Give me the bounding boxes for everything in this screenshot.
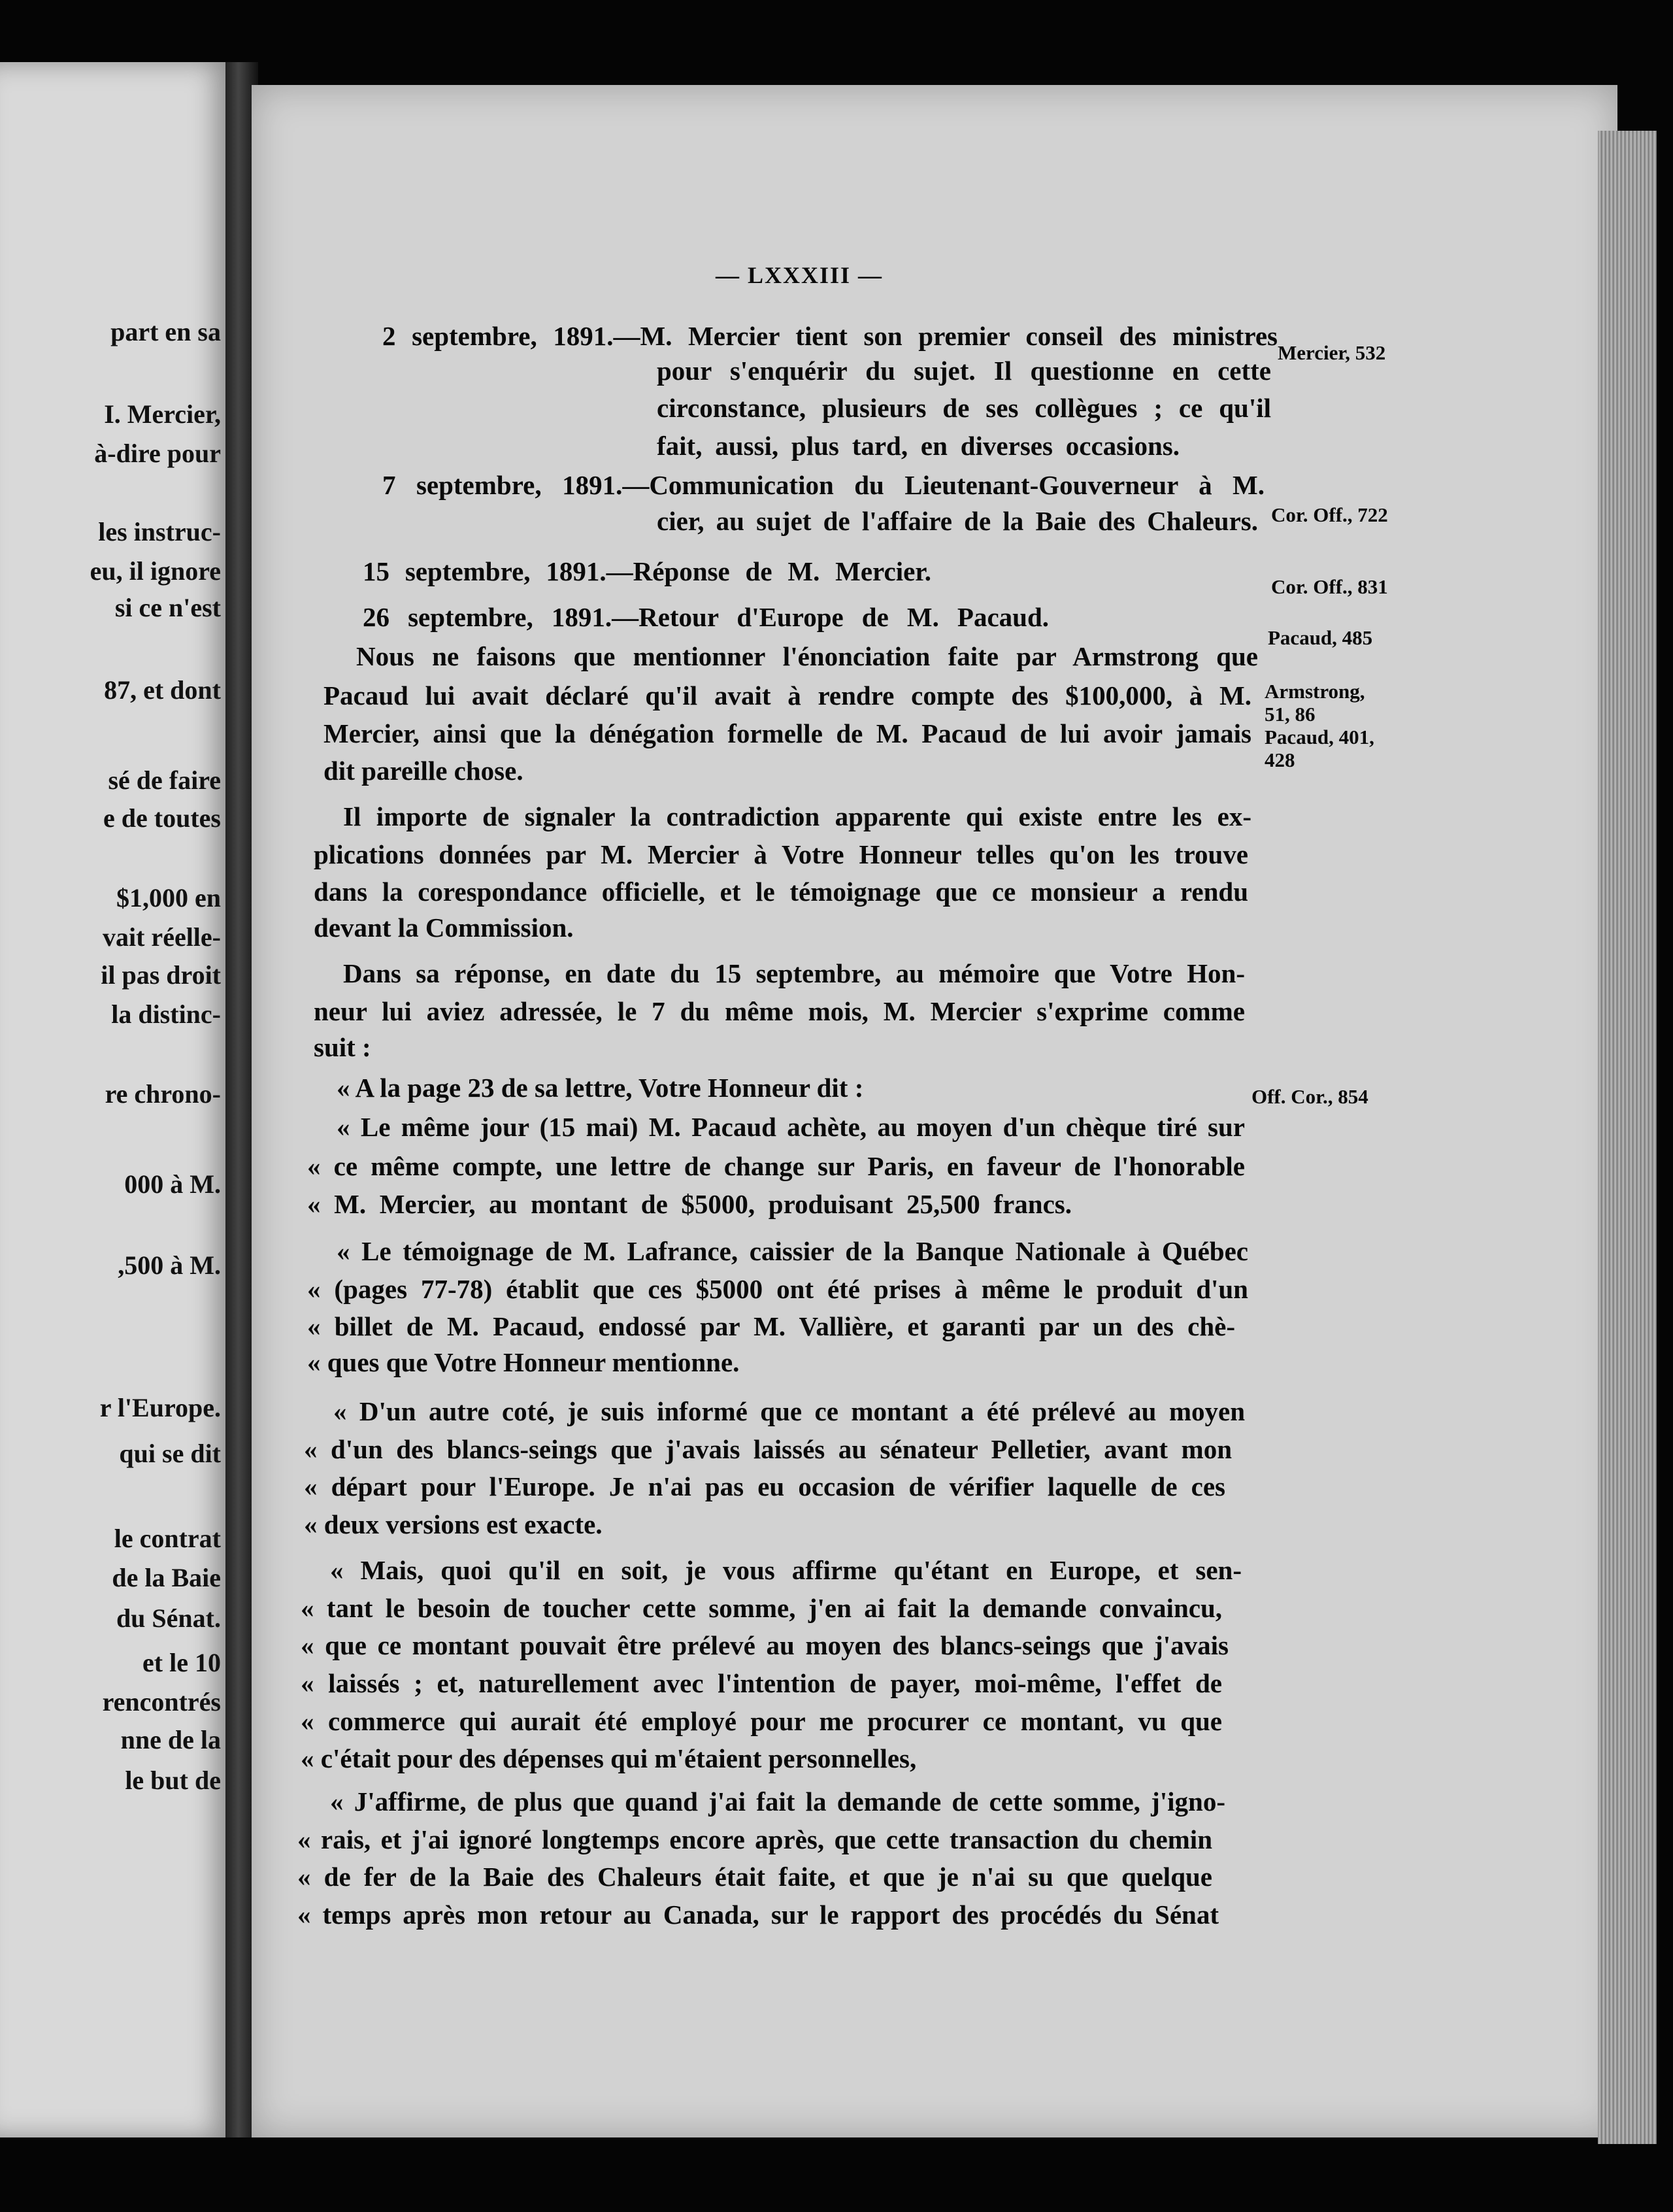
text-line: Il importe de signaler la contradiction apparente qui existe entre les ex- <box>343 801 1251 831</box>
text-line: neur lui aviez adressée, le 7 du même mois, M. Mercier s'exprime comme <box>314 996 1245 1026</box>
left-facing-page <box>0 62 235 2137</box>
left-page-fragment: du Sénat. <box>116 1603 221 1633</box>
left-page-fragment: il pas droit <box>101 960 221 990</box>
text-line: 2 septembre, 1891.—M. Mercier tient son premier conseil des ministres <box>382 321 1278 351</box>
margin-reference: Off. Cor., 854 <box>1251 1085 1368 1108</box>
left-page-fragment: re chrono- <box>105 1079 221 1109</box>
left-page-fragment: qui se dit <box>119 1439 221 1468</box>
left-page-fragment: et le 10 <box>142 1648 221 1677</box>
left-page-fragment: ,500 à M. <box>118 1250 221 1280</box>
left-page-fragment: les instruc- <box>98 517 221 546</box>
text-line: « d'un des blancs-seings que j'avais laissés au sénateur Pelletier, avant mon <box>304 1434 1232 1464</box>
text-line: « D'un autre coté, je suis informé que ce montant a été prélevé au moyen <box>333 1396 1245 1426</box>
text-line: « billet de M. Pacaud, endossé par M. Vallière, et garanti par un des chè- <box>307 1311 1235 1341</box>
left-page-fragment: r l'Europe. <box>99 1393 221 1422</box>
left-page-fragment: la distinc- <box>111 999 221 1029</box>
margin-reference: Cor. Off., 722 <box>1271 503 1388 526</box>
left-page-fragment: rencontrés <box>102 1687 221 1717</box>
text-line: « Le témoignage de M. Lafrance, caissier de la Banque Nationale à Québec <box>337 1236 1248 1266</box>
text-line: « J'affirme, de plus que quand j'ai fait la demande de cette somme, j'igno- <box>330 1786 1225 1817</box>
left-page-fragment: vait réelle- <box>103 922 221 952</box>
left-page-fragment: part en sa <box>110 317 221 346</box>
text-line: « deux versions est exacte. <box>304 1509 603 1539</box>
text-line: 26 septembre, 1891.—Retour d'Europe de M. Pacaud. <box>363 602 1049 632</box>
left-page-fragment: 87, et dont <box>104 675 221 705</box>
text-line: « ques que Votre Honneur mentionne. <box>307 1347 740 1377</box>
text-line: dans la corespondance officielle, et le témoignage que ce monsieur a rendu <box>314 877 1248 907</box>
text-line: Mercier, ainsi que la dénégation formelle de M. Pacaud de lui avoir jamais <box>323 718 1251 748</box>
text-line: « commerce qui aurait été employé pour me procurer ce montant, vu que <box>301 1706 1222 1736</box>
left-page-fragment: le but de <box>125 1766 221 1795</box>
text-line: « départ pour l'Europe. Je n'ai pas eu occasion de vérifier laquelle de ces <box>304 1471 1225 1501</box>
text-line: « ce même compte, une lettre de change sur Paris, en faveur de l'honorable <box>307 1151 1245 1181</box>
left-page-fragment: e de toutes <box>103 803 221 833</box>
margin-reference: Pacaud, 401, <box>1265 726 1374 748</box>
text-line: « (pages 77-78) établit que ces $5000 ont été prises à même le produit d'un <box>307 1274 1248 1304</box>
text-line: « tant le besoin de toucher cette somme, j'en ai fait la demande convaincu, <box>301 1593 1222 1623</box>
margin-reference: Cor. Off., 831 <box>1271 575 1388 598</box>
margin-reference: Armstrong, <box>1265 680 1365 703</box>
text-line: « A la page 23 de sa lettre, Votre Honneur dit : <box>337 1073 864 1103</box>
margin-reference: Mercier, 532 <box>1278 341 1386 364</box>
left-page-fragment: nne de la <box>120 1725 221 1754</box>
text-line: « c'était pour des dépenses qui m'étaient personnelles, <box>301 1743 917 1773</box>
text-line: 7 septembre, 1891.—Communication du Lieutenant-Gouverneur à M. <box>382 470 1265 500</box>
text-line: « de fer de la Baie des Chaleurs était faite, et que je n'ai su que quelque <box>297 1862 1212 1892</box>
text-line: circonstance, plusieurs de ses collègues ; ce qu'il <box>657 393 1271 423</box>
left-page-fragment: à-dire pour <box>94 439 221 468</box>
text-line: 15 septembre, 1891.—Réponse de M. Mercier. <box>363 556 931 586</box>
text-line: Nous ne faisons que mentionner l'énonciation faite par Armstrong que <box>356 641 1258 671</box>
page-number: — LXXXIII — <box>716 262 884 288</box>
margin-reference: 51, 86 <box>1265 703 1316 726</box>
left-page-fragment: de la Baie <box>112 1563 221 1592</box>
margin-reference: 428 <box>1265 748 1295 771</box>
text-line: Dans sa réponse, en date du 15 septembre, au mémoire que Votre Hon- <box>343 958 1245 988</box>
left-page-fragment: le contrat <box>114 1524 221 1553</box>
text-line: « temps après mon retour au Canada, sur le rapport des procédés du Sénat <box>297 1900 1219 1930</box>
left-page-fragment: $1,000 en <box>116 883 221 913</box>
left-page-fragment: 000 à M. <box>124 1169 221 1199</box>
text-line: « Mais, quoi qu'il en soit, je vous affirme qu'étant en Europe, et sen- <box>330 1555 1242 1585</box>
left-page-fragment: si ce n'est <box>114 593 221 622</box>
text-line: pour s'enquérir du sujet. Il questionne en cette <box>657 356 1271 386</box>
page-edge-stack <box>1598 131 1657 2144</box>
text-line: plications données par M. Mercier à Votre Honneur telles qu'on les trouve <box>314 839 1248 869</box>
text-line: « Le même jour (15 mai) M. Pacaud achète, au moyen d'un chèque tiré sur <box>337 1112 1245 1142</box>
text-line: dit pareille chose. <box>323 756 523 786</box>
left-page-fragment: I. Mercier, <box>104 399 221 429</box>
text-line: devant la Commission. <box>314 913 574 943</box>
margin-reference: Pacaud, 485 <box>1268 626 1373 649</box>
left-page-fragment: sé de faire <box>108 765 221 795</box>
text-line: Pacaud lui avait déclaré qu'il avait à rendre compte des $100,000, à M. <box>323 680 1251 711</box>
text-line: « laissés ; et, naturellement avec l'intention de payer, moi-même, l'effet de <box>301 1668 1222 1698</box>
text-line: suit : <box>314 1032 371 1062</box>
text-line: fait, aussi, plus tard, en diverses occasions. <box>657 431 1180 461</box>
text-line: « M. Mercier, au montant de $5000, produisant 25,500 francs. <box>307 1189 1072 1219</box>
left-page-fragment: eu, il ignore <box>90 556 221 586</box>
text-line: « rais, et j'ai ignoré longtemps encore après, que cette transaction du chemin <box>297 1824 1212 1854</box>
text-line: cier, au sujet de l'affaire de la Baie des Chaleurs. <box>657 506 1258 536</box>
text-line: « que ce montant pouvait être prélevé au moyen des blancs-seings que j'avais <box>301 1630 1229 1660</box>
